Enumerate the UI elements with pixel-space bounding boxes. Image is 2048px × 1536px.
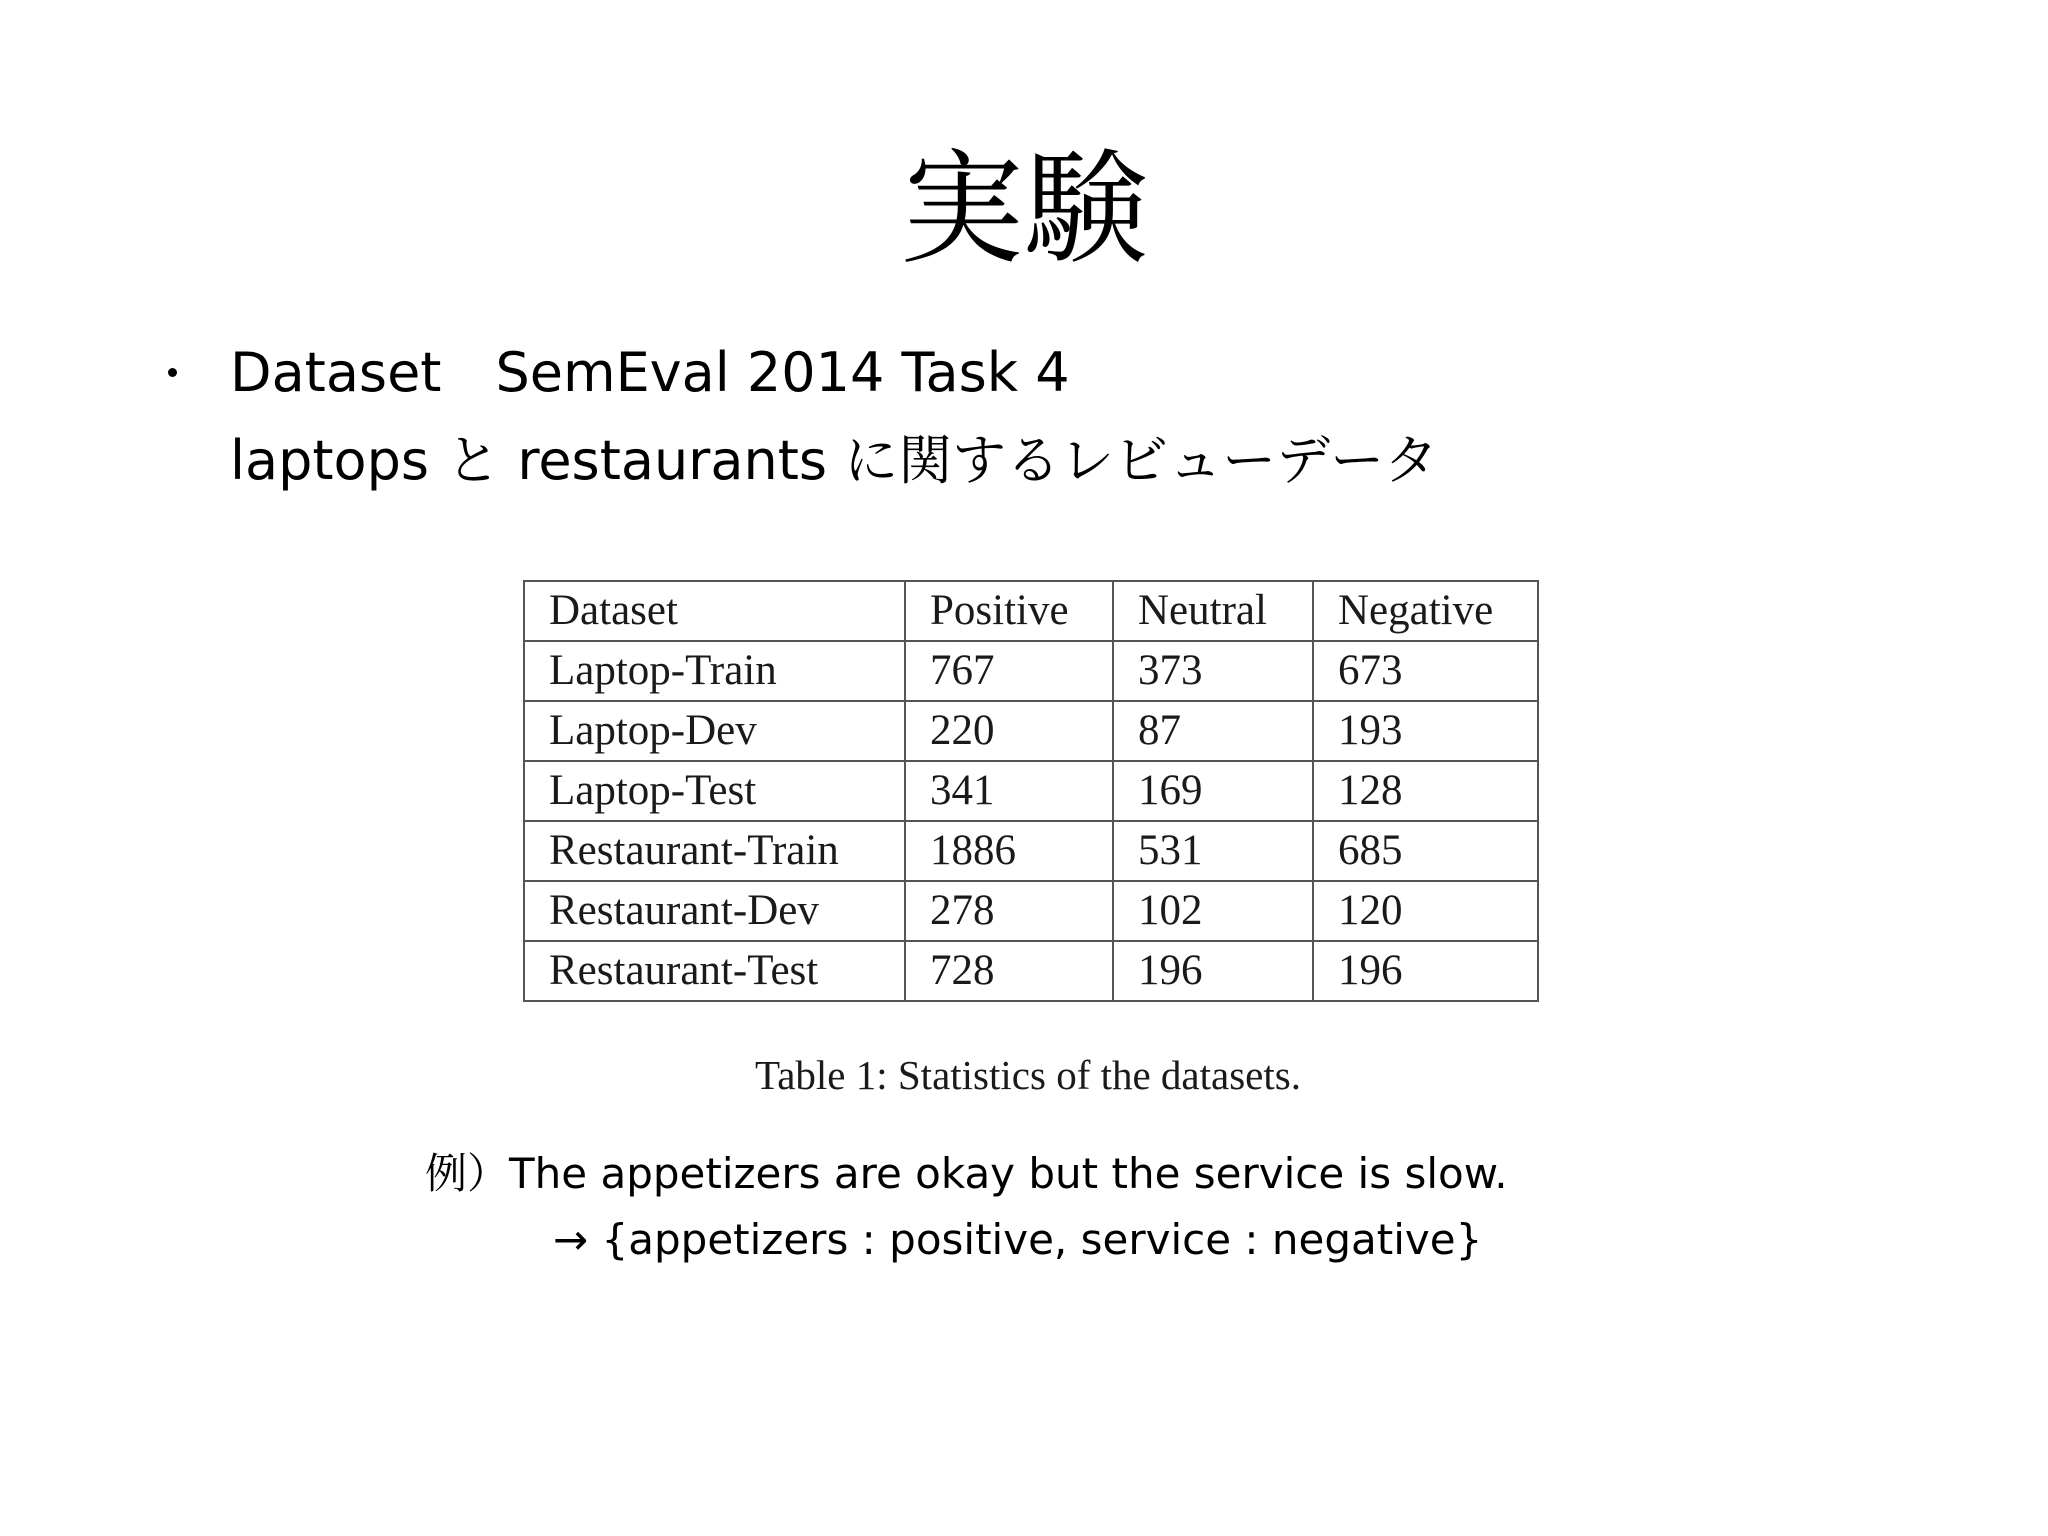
table-row	[524, 701, 1538, 761]
header-positive: Positive	[905, 581, 1113, 641]
cell-negative: 128	[1313, 761, 1538, 821]
cell-dataset: Restaurant-Train	[524, 821, 905, 881]
table-header-row	[524, 581, 1538, 641]
cell-dataset: Restaurant-Dev	[524, 881, 905, 941]
cell-positive: 767	[905, 641, 1113, 701]
dataset-line: Dataset SemEval 2014 Task 4	[230, 341, 1070, 404]
cell-neutral: 102	[1113, 881, 1313, 941]
header-negative: Negative	[1313, 581, 1538, 641]
table-row	[524, 941, 1538, 1001]
cell-positive: 1886	[905, 821, 1113, 881]
dataset-statistics-table	[523, 580, 1539, 1002]
cell-dataset: Laptop-Train	[524, 641, 905, 701]
cell-dataset: Laptop-Dev	[524, 701, 905, 761]
cell-negative: 685	[1313, 821, 1538, 881]
header-neutral: Neutral	[1113, 581, 1313, 641]
cell-positive: 728	[905, 941, 1113, 1001]
table-caption: Table 1: Statistics of the datasets.	[755, 1052, 1301, 1098]
example-sentence: 例）The appetizers are okay but the service is slow.	[425, 1149, 1508, 1198]
cell-positive: 220	[905, 701, 1113, 761]
cell-neutral: 373	[1113, 641, 1313, 701]
cell-dataset: Restaurant-Test	[524, 941, 905, 1001]
example-annotation: → {appetizers : positive, service : negative}	[553, 1215, 1483, 1264]
cell-neutral: 87	[1113, 701, 1313, 761]
cell-negative: 196	[1313, 941, 1538, 1001]
slide-title: 実験	[899, 138, 1148, 282]
table-row	[524, 881, 1538, 941]
cell-neutral: 531	[1113, 821, 1313, 881]
header-dataset: Dataset	[524, 581, 905, 641]
cell-negative: 673	[1313, 641, 1538, 701]
cell-negative: 120	[1313, 881, 1538, 941]
cell-positive: 278	[905, 881, 1113, 941]
cell-neutral: 169	[1113, 761, 1313, 821]
cell-positive: 341	[905, 761, 1113, 821]
cell-negative: 193	[1313, 701, 1538, 761]
table-row	[524, 761, 1538, 821]
table-row	[524, 641, 1538, 701]
cell-neutral: 196	[1113, 941, 1313, 1001]
bullet-dot	[168, 368, 177, 377]
dataset-description-line: laptops と restaurants に関するレビューデータ	[230, 429, 1439, 492]
cell-dataset: Laptop-Test	[524, 761, 905, 821]
table-row	[524, 821, 1538, 881]
